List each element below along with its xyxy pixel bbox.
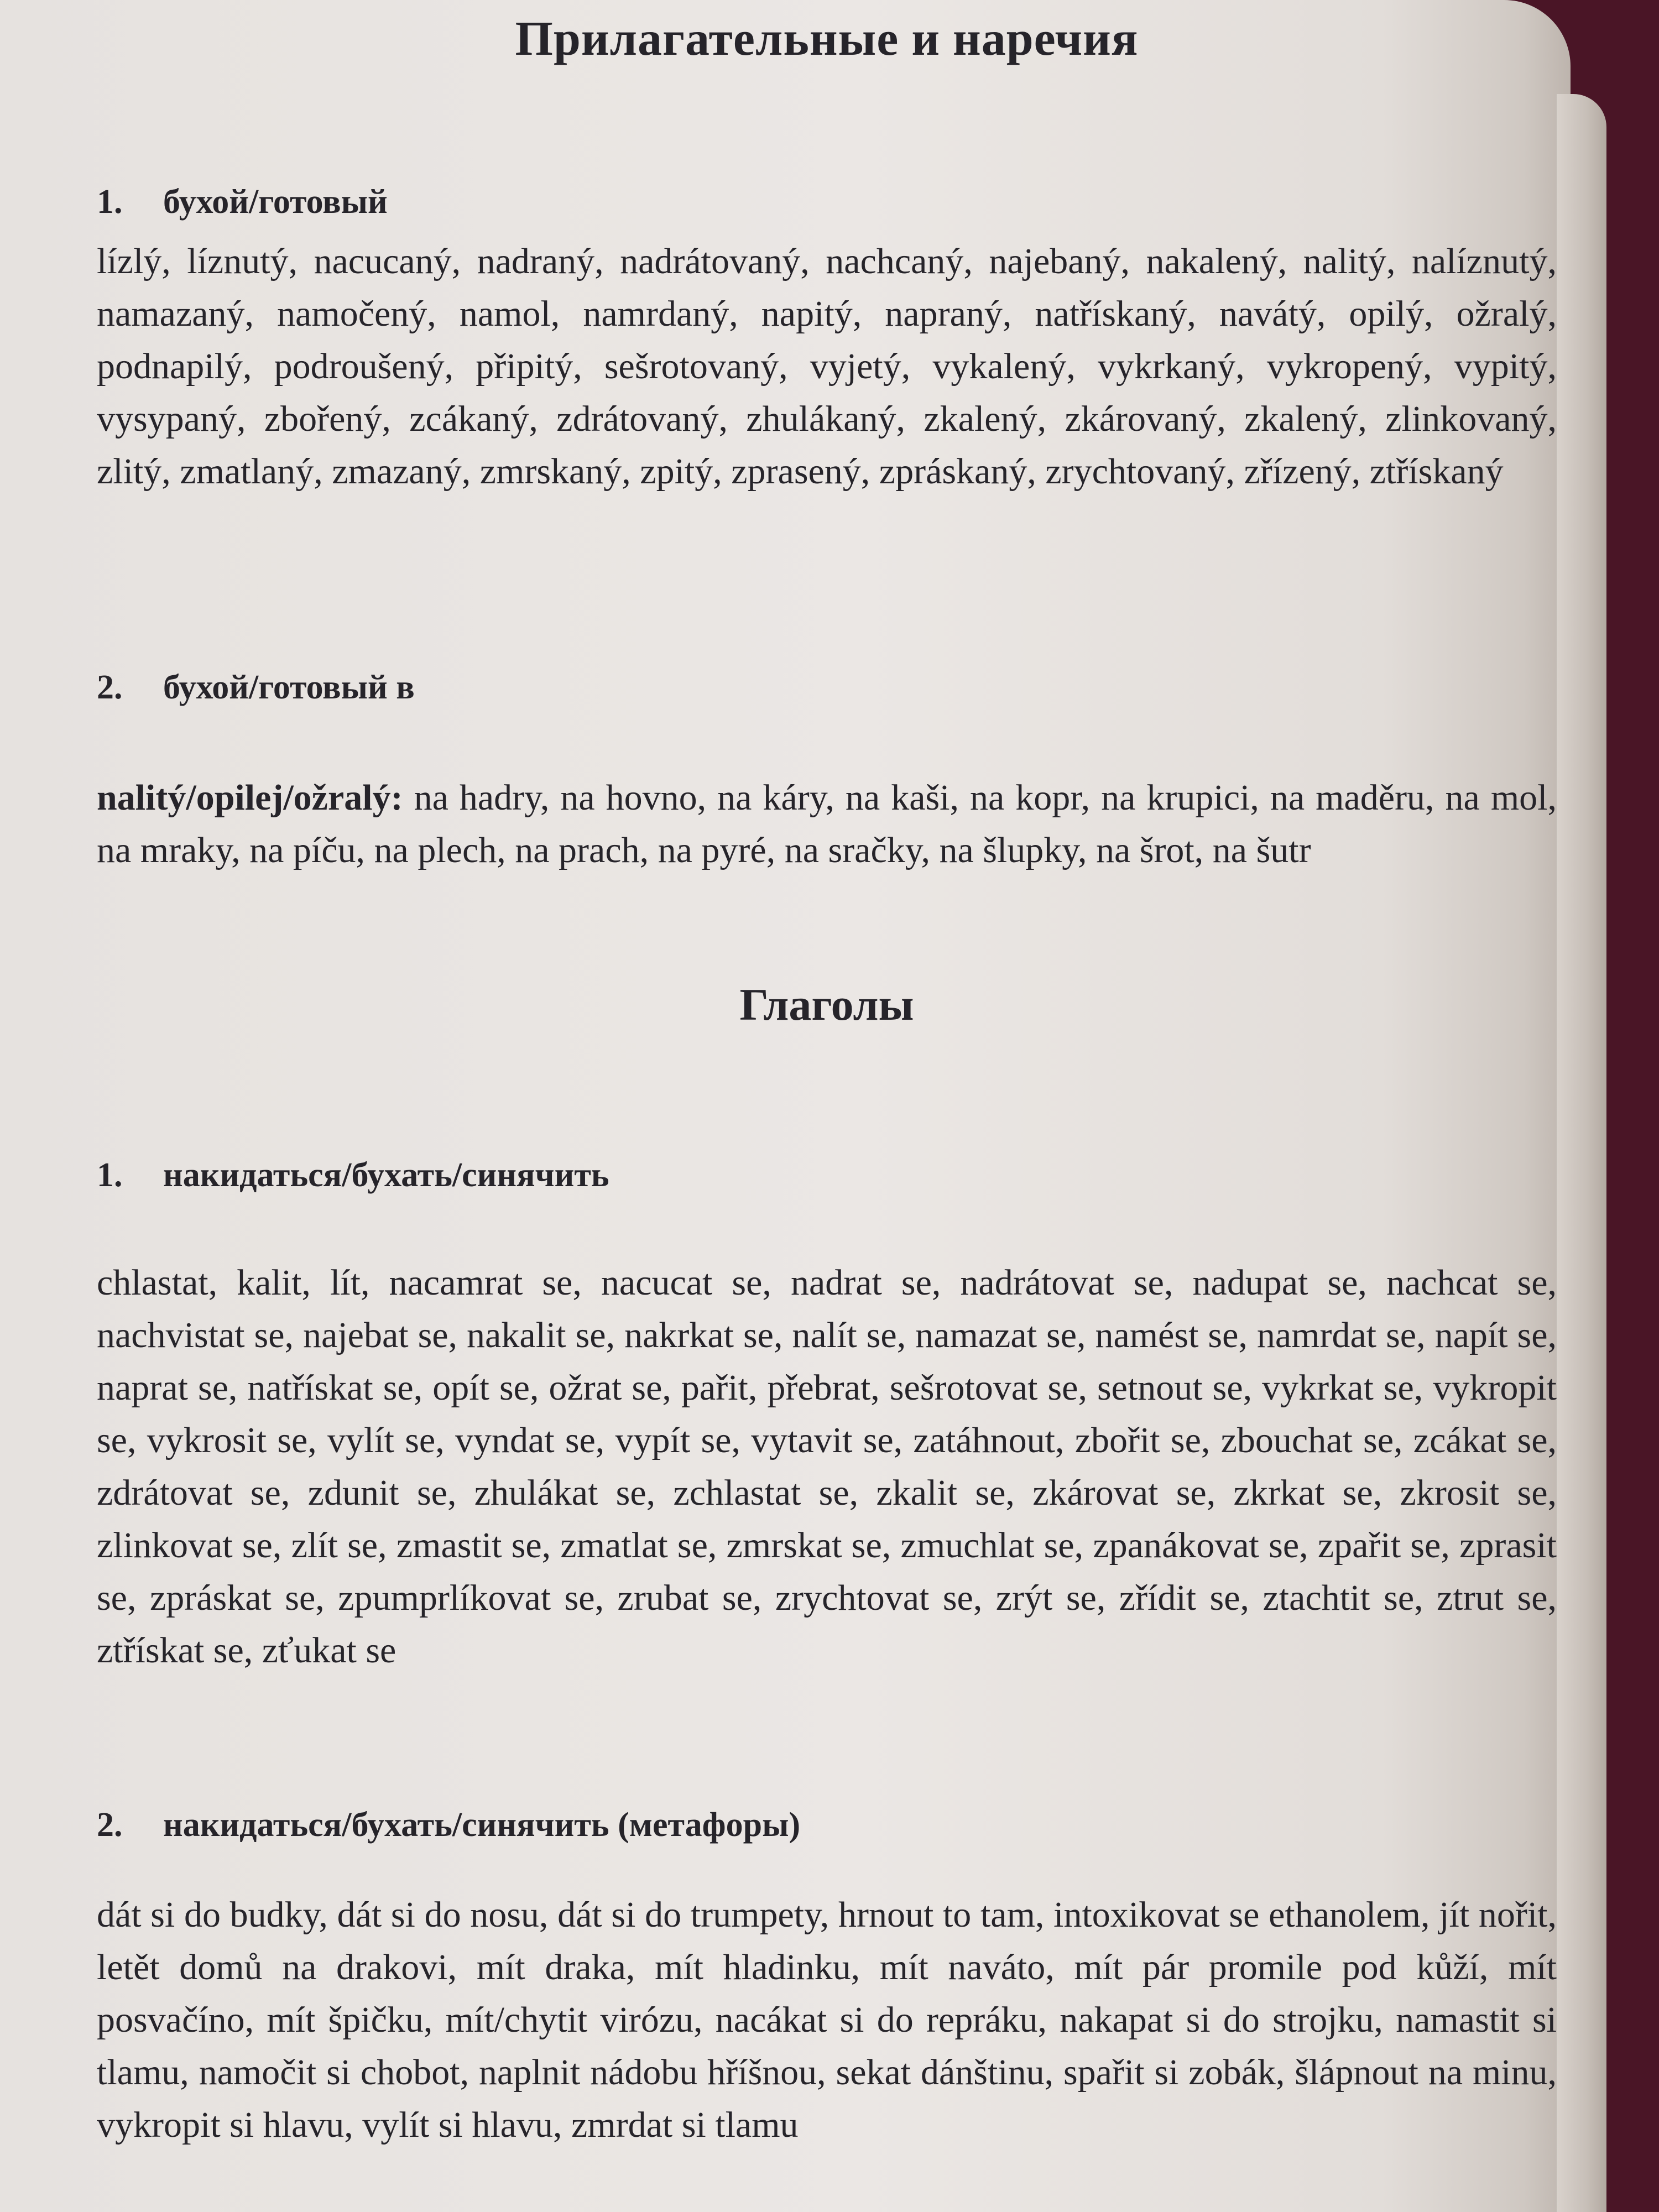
- adjectives-heading-2: [97, 668, 415, 707]
- verbs-list-1: chlastat, kalit, lít, nacamrat se, nacucat se, nadrat se, nadrátovat se, nadupat se, nachcat se, nachvistat se, najebat se, nakalit se, nakrkat se, nalít se, namazat se, namést se, namrdat se, napít se, naprat se, natřískat se, opít se, ožrat se, pařit, přebrat, sešrotovat se, setnout se, vykrkat se, vykropit se, vykrosit se, vylít se, vyndat se, vypít se, vytavit se, zatáhnout, zbořit se, zbouchat se, zcákat se, zdrátovat se, zdunit se, zhulákat se, zchlastat se, zkalit se, zkárovat se, zkrkat se, zkrosit se, zlinkovat se, zlít se, zmastit se, zmatlat se, zmrskat se, zmuchlat se, zpanákovat se, zpařit se, zprasit se, zpráskat se, zpumprlíkovat se, zrubat se, zrychtovat se, zrýt se, zřídit se, ztachtit se, ztrut se, ztřískat se, zťukat se: [97, 1262, 1557, 1671]
- verbs-heading-1-number: 1.: [97, 1156, 123, 1194]
- verbs-section-title: Глаголы: [739, 979, 914, 1030]
- adjectives-list-2-text: na hadry, na hovno, na káry, na kaši, na kopr, na krupici, na maděru, na mol, na mraky, na píču, na plech, na prach, na pyré, na sračky, na šlupky, na šrot, na šutr: [97, 778, 1557, 870]
- verbs-heading-2: [97, 1806, 800, 1845]
- adjectives-heading-2-text: бухой/готовый в: [163, 669, 415, 706]
- verbs-list-2: dát si do budky, dát si do nosu, dát si do trumpety, hrnout to tam, intoxikovat se ethanolem, jít nořit, letět domů na drakovi, mít draka, mít hladinku, mít naváto, mít pár promile pod kůží, mít posvačíno, mít špičku, mít/chytit virózu, nacákat si do repráku, nakapat si do strojku, namastit si tlamu, namočit si chobot, naplnit nádobu hříšnou, sekat dánštinu, spařit si zobák, šlápnout na minu, vykropit si hlavu, vylít si hlavu, zmrdat si tlamu: [97, 1895, 1557, 2145]
- adjectives-list-1: lízlý, líznutý, nacucaný, nadraný, nadrátovaný, nachcaný, najebaný, nakalený, nalitý, nalíznutý, namazaný, namočený, namol, namrdaný, napitý, napraný, natřískaný, navátý, opilý, ožralý, podnapilý, podroušený, připitý, sešrotovaný, vyjetý, vykalený, vykrkaný, vykropený, vypitý, vysypaný, zbořený, zcákaný, zdrátovaný, zhulákaný, zkalený, zkárovaný, zkalený, zlinkovaný, zlitý, zmatlaný, zmazaný, zmrskaný, zpitý, zprasený, zpráskaný, zrychtovaný, zřízený, ztřískaný: [97, 241, 1557, 492]
- adjectives-heading-1-number: 1.: [97, 183, 123, 221]
- adjectives-heading-1: [97, 182, 388, 222]
- page-title: Прилагательные и наречия: [515, 12, 1139, 66]
- page-edge: [1557, 94, 1606, 2212]
- adjectives-list-2-lead: nalitý/opilej/ožralý:: [97, 778, 403, 818]
- adjectives-list-2: [97, 771, 1557, 877]
- adjectives-heading-2-number: 2.: [97, 669, 123, 706]
- verbs-heading-2-number: 2.: [97, 1806, 123, 1844]
- verbs-heading-2-text: накидаться/бухать/синячить (метафоры): [163, 1806, 801, 1844]
- adjectives-heading-1-text: бухой/готовый: [163, 183, 388, 221]
- verbs-heading-1-text: накидаться/бухать/синячить: [163, 1156, 609, 1194]
- verbs-heading-1: [97, 1156, 609, 1195]
